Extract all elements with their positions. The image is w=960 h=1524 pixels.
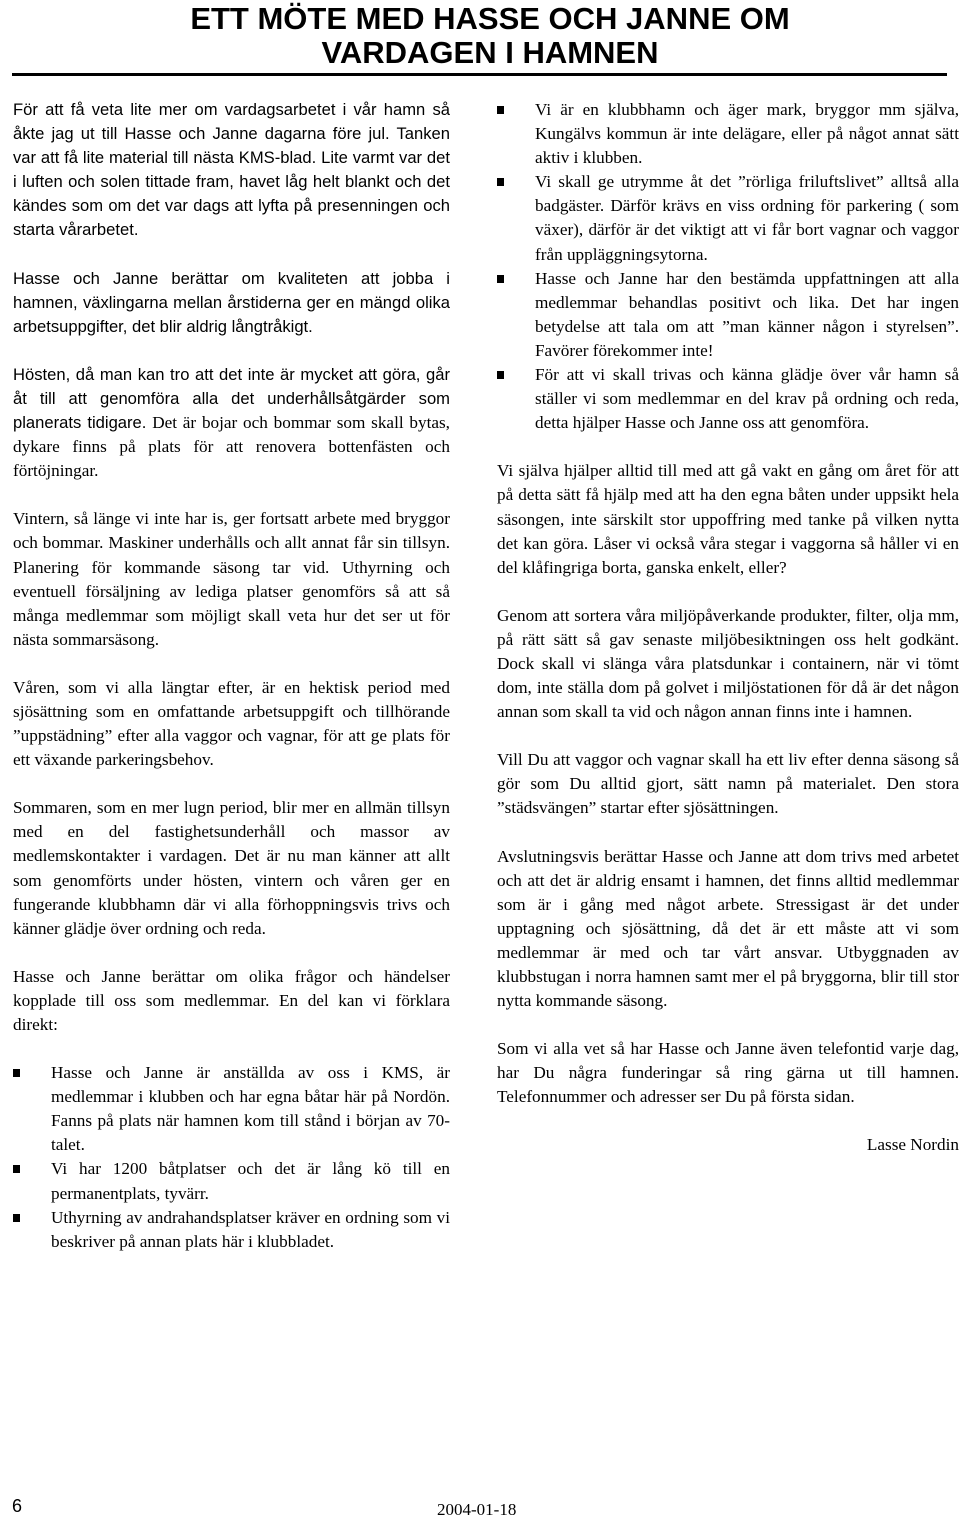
list-item (497, 363, 959, 435)
list-item-text: För att vi skall trivas och känna glädje över vår hamn så ställer vi som medlemmar en del krav på ordning och reda, detta hjälper Hasse och Janne oss att genomföra. (535, 365, 959, 433)
left-bullet-list (13, 1061, 450, 1254)
square-bullet-icon (497, 178, 504, 186)
list-item (13, 1157, 450, 1205)
autumn-text-sans: Hösten, då man kan tro att det inte är mycket att göra, går åt till att genomföra alla det underhållsåtgärder som planerats tidigare. (13, 364, 450, 433)
intro-paragraph: För att få veta lite mer om vardagsarbetet i vår hamn så åkte jag ut till Hasse och Janne dagarna före jul. Tanken var att få lite material till nästa KMS-blad. Lite varmt var det i luften och solen tittade fram, havet låg helt blankt och det kändes som om det var dags att lyfta på presenningen och starta vårarbetet. (13, 100, 450, 240)
quality-paragraph: Hasse och Janne berättar om kvaliteten att jobba i hamnen, växlingarna mellan årstiderna ger en mängd olika arbetsuppgifter, det blir aldrig långtråkigt. (13, 268, 450, 336)
page-number: 6 (12, 1496, 23, 1516)
list-item (497, 98, 959, 170)
list-item (13, 1061, 450, 1157)
questions-paragraph: Hasse och Janne berättar om olika frågor och händelser kopplade till oss som medlemmar. En del kan vi förklara direkt: (13, 966, 450, 1034)
square-bullet-icon (13, 1069, 20, 1077)
cradles-paragraph: Vill Du att vaggor och vagnar skall ha ett liv efter denna säsong så gör som Du alltid gjort, sätt namn på materialet. Den stora ”städsvängen” startar efter sjösättningen. (497, 750, 959, 818)
page-title-line-2: VARDAGEN I HAMNEN (321, 35, 659, 70)
conclusion-paragraph: Avslutningsvis berättar Hasse och Janne att dom trivs med arbetet och att det är aldrig ensamt i hamnen, det finns alltid medlemmar som är i gång med något arbete. Stressigast är det under upptagning och sjösättning, då det är ett måste att vi som medlemmar är med och tar vårt ansvar. Utbyggnaden av klubbstugan i norra hamnen samt mer el på bryggorna, blir till stor nytta kommande säsong. (497, 846, 959, 1011)
list-item-text: Uthyrning av andrahandsplatser kräver en ordning som vi beskriver på annan plats här i klubbladet. (51, 1207, 450, 1251)
winter-paragraph: Vintern, så länge vi inte har is, ger fortsatt arbete med bryggor och bommar. Maskiner underhålls och allt annat får sin tillsyn. Planering för kommande säsong tar vid. Uthyrning och eventuell försäljning av lediga platser genomförs så att så många medlemmar som möjligt skall veta hur det ser ut för nästa sommarsäsong. (13, 509, 450, 649)
right-column (497, 98, 959, 1182)
autumn-paragraph (13, 363, 450, 483)
page-title-line-1: ETT MÖTE MED HASSE OCH JANNE OM (190, 1, 790, 36)
footer-date: 2004-01-18 (437, 1500, 517, 1519)
list-item (497, 170, 959, 266)
summer-paragraph: Sommaren, som en mer lugn period, blir mer en allmän tillsyn med en del fastighetsunderhåll och massor av medlemskontakter i vardagen. Det är nu man känner att allt som genomförts under hösten, vintern och våren ger en fungerande klubbhamn där vi alla förhoppningsvis trivs och känner glädje över ordning och reda. (13, 798, 450, 938)
page-title (80, 2, 900, 70)
author-signature: Lasse Nordin (866, 1135, 959, 1155)
phone-paragraph: Som vi alla vet så har Hasse och Janne även telefontid varje dag, har Du några funderingar så ring gärna ut till hamnen. Telefonnummer och adresser ser Du på första sidan. (497, 1039, 959, 1107)
list-item-text: Vi har 1200 båtplatser och det är lång kö till en permanentplats, tyvärr. (51, 1159, 450, 1203)
square-bullet-icon (497, 371, 504, 379)
title-underline (12, 73, 947, 76)
list-item-text: Hasse och Janne har den bestämda uppfattningen att alla medlemmar behandlas positivt och lika. Det har ingen betydelse att tala om att ”man känner någon i styrelsen”. Favörer förekommer inte! (535, 268, 959, 360)
spring-paragraph: Våren, som vi alla längtar efter, är en hektisk period med sjösättning som en omfattande arbetsuppgift och tillhörande ”uppstädning” efter alla vaggor och vagnar, för att ge plats för ett växande parkeringsbehov. (13, 677, 450, 770)
watch-duty-paragraph: Vi själva hjälper alltid till med att gå vakt en gång om året för att på detta sätt få hjälp med att ha den egna båten under uppsikt hela säsongen, inte särskilt stor uppoffring med tanke på vilken nytta det kan göra. Låser vi också våra stegar i vaggorna så håller vi en del klåfingriga borta, ganska enkelt, eller? (497, 461, 959, 577)
list-item-text: Vi skall ge utrymme åt det ”rörliga friluftslivet” alltså alla badgäster. Därför krävs en viss ordning för parkering ( som växer), därför är det viktigt att vi får bort vagnar och vaggor från uppläggningsytorna. (535, 172, 959, 264)
environment-paragraph: Genom att sortera våra miljöpåverkande produkter, filter, olja mm, på rätt sätt så gav senaste miljöbesiktningen oss helt godkänt. Dock skall vi slänga våra platsdunkar i containern, när vi tömt dom, inte ställa dom på golvet i miljöstationen för då är det någon annan som skall ta vid och någon annan finns inte i hamnen. (497, 605, 959, 722)
right-bullet-list (497, 98, 959, 435)
list-item (13, 1206, 450, 1254)
list-item-text: Vi är en klubbhamn och äger mark, bryggor mm själva, Kungälvs kommun är inte delägare, eller på något annat sätt aktiv i klubben. (535, 100, 959, 168)
list-item (497, 267, 959, 363)
square-bullet-icon (497, 106, 504, 114)
square-bullet-icon (13, 1165, 20, 1173)
autumn-text-serif: Det är bojar och bommar som skall bytas, dykare finns på plats för att renovera bottenfästen och förtöjningar. (13, 413, 450, 481)
left-column (13, 98, 450, 1278)
square-bullet-icon (13, 1214, 20, 1222)
list-item-text: Hasse och Janne är anställda av oss i KMS, är medlemmar i klubben och har egna båtar här på Nordön. Fanns på plats när hamnen kom till stånd i början av 70-talet. (51, 1063, 450, 1155)
square-bullet-icon (497, 275, 504, 283)
